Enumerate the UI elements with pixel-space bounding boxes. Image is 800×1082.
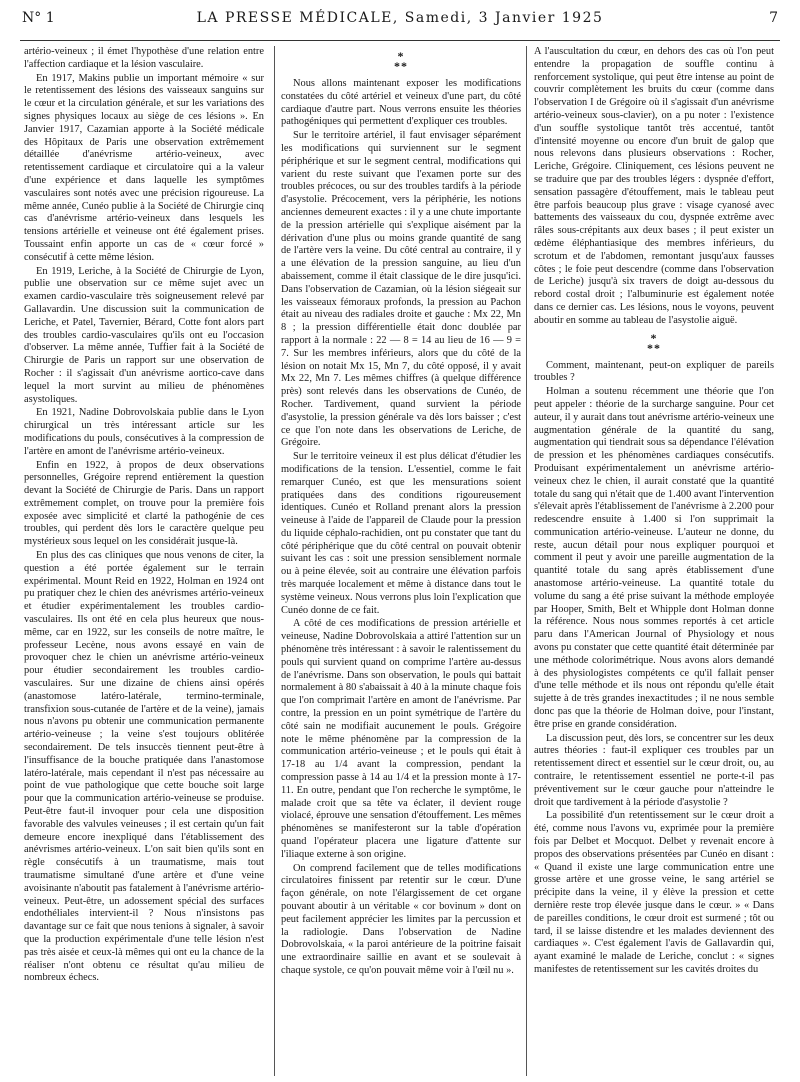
column-2 — [281, 46, 521, 1078]
section-asterism: * ** — [394, 49, 408, 73]
paragraph: La possibilité d'un retentissement sur le cœur droit a été, comme nous l'avons vu, exprimée pour la première fois par Delbet et Mocquot. Delbet y revenait encore à propos des observations présentées par Cunéo en disant : « Quand il existe une large communication entre une grosse artère et une grosse veine, le sang artériel se précipite dans la veine, il y élève la pression et cette dernière reste trop élevée jusque dans le cœur. » « Dans de pareilles conditions, le cœur droit est surmené ; tôt ou tard, il se laisse distendre et les malades deviennent des cardiaques ». C'est également l'avis de Gallavardin qui, ayant examiné le malade de Leriche, conclut : « signes manifestes de retentissement sur les cavités droites du — [534, 810, 774, 975]
running-title: LA PRESSE MÉDICALE, Samedi, 3 Janvier 1925 — [196, 10, 604, 26]
section-asterism: * ** — [647, 330, 661, 355]
paragraph: Sur le territoire veineux il est plus délicat d'étudier les modifications de la tension. L'essentiel, comme le fait remarquer Cunéo, est que les mensurations soient pratiquées dans des conditions rigoureusement identiques. Cunéo et Rolland prenant alors la pression veineuse à l'aide de l'appareil de Claude pour la pression du liquide céphalo-rachidien, ont pu constater que tant du côté périphérique que du côté central on pouvait obtenir suivant les cas : soit une pression sensiblement normale ou à peine élevée, soit au contraire une élévation parfois très marquée localement et même à distance dans tout le système veineux. Nous verrons plus loin l'explication que Cunéo donne de ce fait. — [281, 451, 521, 616]
column-divider — [526, 46, 527, 1076]
page-header — [0, 0, 800, 40]
paragraph: artério-veineux ; il émet l'hypothèse d'une relation entre l'affection cardiaque et la lésion vasculaire. — [24, 46, 264, 70]
paragraph: En 1921, Nadine Dobrovolskaia publie dans le Lyon chirurgical un très intéressant article sur les modifications du pouls, consécutives à la compression de l'artère en amont de l'anévrisme artério-veineux. — [24, 407, 264, 457]
paragraph: Nous allons maintenant exposer les modifications constatées du côté artériel et veineux d'une part, du côté cardiaque d'autre part. Nous verrons ensuite les théories pathogéniques qui permettent d'expliquer ces troubles. — [281, 78, 521, 128]
column-1 — [24, 46, 264, 1078]
paragraph: Comment, maintenant, peut-on expliquer de pareils troubles ? — [534, 359, 774, 384]
paragraph: La discussion peut, dès lors, se concentrer sur les deux autres théories : faut-il expliquer ces troubles par un retentissement direct et essentiel sur le cœur droit, ou, au contraire, le retentissement essentiel ne porte-t-il pas préventivement sur le cœur gauche pour n'atteindre le droit que tardivement à la période d'asystolie ? — [534, 732, 774, 808]
paragraph: On comprend facilement que de telles modifications circulatoires finissent par retentir sur le cœur. D'une façon générale, on note l'élargissement de cet organe pouvant aboutir à un véritable « cor bovinum » dont on peut facilement apprécier les limites par la percussion et la radiologie. Dans l'observation de Nadine Dobrovolskaia, « la paroi antérieure de la poitrine faisait une extraordinaire saillie en avant et se soulevait à chaque systole, ce qu'on pouvait même voir à l'œil nu ». — [281, 862, 521, 976]
paragraph: En 1917, Makins publie un important mémoire « sur le retentissement des lésions des vaisseaux sanguins sur le cœur et la circulation générale, et sur les variations des signes physiques locaux au siège de ces lésions ». En Janvier 1917, Cazamian apporte à la Société médicale des Hôpitaux de Paris une observation extrêmement détaillée d'anévrisme artério-veineux, avec retentissement cardiaque et circulatoire qui a la valeur d'une expérience et dans laquelle les symptômes vasculaires sont notés avec une précision rigoureuse. La même année, Cunéo publie à la Société de Chirurgie cinq cas d'anévrisme artério-veineux dans lesquels les tensions artérielle et veineuse ont été également prises. Toussaint enfin apporte un cas de « cœur forcé » consécutif à cette même lésion. — [24, 72, 264, 263]
paragraph: A côté de ces modifications de pression artérielle et veineuse, Nadine Dobrovolskaia a attiré l'attention sur un phénomène très intéressant : à savoir le ralentissement du pouls qui survient quand on comprime l'artère au-dessus de l'anévrisme. Dans son observation, le pouls qui battait normalement à 80 s'abaissait à 40 à la minute chaque fois que l'on comprimait l'artère en amont de l'anévrisme. Par contre, la pression en un point symétrique de l'artère du côté sain ne modifiait aucunement le pouls. Grégoire note le même phénomène par la compression de la communication artério-veineuse ; et le pouls qui était à 17-18 au 1/4 avant la compression, pendant la compression passe à 14 au 1/4 et la pression monte à 17-11. En outre, pendant que l'on recherche le symptôme, le malade croit que sa tête va éclater, il devient rouge violacé, éprouve une sensation d'étouffement. Les mêmes phénomènes se manifesteront sur la table d'opération quand l'opérateur placera une ligature d'attente sur l'iliaque externe à son origine. — [281, 618, 521, 860]
header-rule — [20, 40, 780, 41]
issue-number: N° 1 — [22, 10, 55, 26]
paragraph: Holman a soutenu récemment une théorie que l'on peut appeler : théorie de la surcharge sanguine. Pour cet auteur, il y aurait dans tout anévrisme artério-veineux une augmentation générale de la quantité du sang, augmentation qui tiendrait sous sa dépendance l'élévation de pression et les phénomènes cardiaques consécutifs. Produisant expérimentalement un anévrisme artério-veineux chez le chien, il aurait constaté que la quantité totale du sang qui n'était que de 1.400 avant l'intervention s'élevait après l'établissement de l'anévrisme à 2.200 pour redescendre ensuite à 1.400 si l'on supprimait la communication artério-veineuse. L'auteur ne donne, du reste, aucun détail pour nous expliquer pourquoi et comment il peut y avoir une pareille augmentation de la quantité totale du sang après établissement d'une anastomose artério-veineuse. La quantité totale du volume du sang a été prise suivant la méthode employée par Hooper, Smith, Belt et Whipple dont Holman donne la référence. Nous nous sommes reportés à cet article paru dans l'American Journal of Physiology et nous avons pu constater que cette quantité était déterminée par une méthode colorimétrique. Nous avons alors demandé à des physiologistes compétents ce qu'il fallait penser d'une telle méthode et ils nous ont répondu qu'elle était sujette à de très grandes inexactitudes ; il ne nous semble donc pas que la théorie de Holman doive, pour l'instant, être prise en grande considération. — [534, 386, 774, 730]
paragraph: A l'auscultation du cœur, en dehors des cas où l'on peut entendre la propagation de souffle continu à renforcement systolique, qui peut être intense au point de couvrir complètement les bruits du cœur (comme dans l'observation I de Grégoire où il s'agissait d'un anévrisme artério-veineux sous-clavier), on a pu noter : l'existence d'un souffle systolique tantôt très accentué, tantôt d'intensité moyenne ou encore d'un bruit de galop que nous relevons dans plusieurs observations : Rocher, Leriche, Grégoire. Cliniquement, ces lésions peuvent ne se traduire que par des troubles légers : dyspnée d'effort, sensation passagère d'étouffement, mais le tableau peut être parfois beaucoup plus grave : visage cyanosé avec battements des vaisseaux du cou, dyspnée extrême avec râles sous-crépitants aux deux bases ; il peut exister un œdème éléphantiasique des membres inférieurs, du scrotum et de l'abdomen, remontant jusqu'aux fausses côtes ; le foie peut descendre (comme dans l'observation de Leriche) jusqu'à six travers de doigt au-dessous du rebord costal droit ; l'albuminurie est également notée dans ce dernier cas. Les lésions, nous le voyons, peuvent aboutir en somme au tableau de l'asystolie aiguë. — [534, 46, 774, 326]
page-number: 7 — [769, 10, 778, 26]
paragraph: En plus des cas cliniques que nous venons de citer, la question a été portée également sur le terrain expérimental. Mount Reid en 1922, Holman en 1924 ont pu pratiquer chez le chien des anévrismes artério-veineux et étudier expérimentalement les troubles cardio-vasculaires. Ils ont été en cela plus heureux que nous-même, car en 1922, sur les conseils de notre maître, le professeur Lecène, nous avons essayé en vain de provoquer chez le chien un anévrisme artério-veineux pour étudier secondairement les troubles cardio-vasculaires. Sur une dizaine de chiens ainsi opérés (anastomose latéro-latérale, termino-terminale, transfixion sous-cutanée de l'artère et de la veine), jamais nous n'avons pu obtenir une communication permanente artério-veineuse ; la veine s'est toujours oblitérée secondairement. De tels insuccès tiennent peut-être à l'insuffisance de la bouche pratiquée dans l'anastomose latéro-latérale, mais cependant il n'est pas nécessaire au point de vue pathologique que cette bouche soit large pour que la communication artério-veineuse se produise. Peut-être faut-il invoquer pour cela une disposition favorable des valvules veineuses ; il est certain qu'un fait demeure encore inexpliqué dans l'établissement des anévrismes artério-veineux. L'on sait bien qu'ils sont en règle consécutifs à un traumatisme, mais tout traumatisme simultané d'une artère et d'une veine avoisinante n'aboutit pas fatalement à l'anévrisme artério-veineux. Peut-être, un adossement spécial des surfaces endothéliales intervient-il ? Nous n'insistons pas davantage sur ce fait que nous tenions à signaler, à savoir que la production expérimentale d'une telle lésion n'est pas très aisée et ceux-là mêmes qui ont eu la chance de la réaliser n'ont obtenu ce résultat qu'au milieu de nombreux échecs. — [24, 550, 264, 984]
paragraph: Enfin en 1922, à propos de deux observations personnelles, Grégoire reprend entièrement la question devant la Société de Chirurgie de Paris. Dans un rapport extrêmement complet, on trouve pour la première fois exposée avec simplicité et clarté la pathogénie de ces troubles, qui perdent dès lors le caractère quelque peu mystérieux sous lequel on les considérait jusque-là. — [24, 459, 264, 548]
paragraph: En 1919, Leriche, à la Société de Chirurgie de Lyon, publie une observation sur ce même sujet avec un examen cardio-vasculaire très soigneusement relevé par Gallavardin. Une discussion suit la communication de Leriche, et Patel, Tavernier, Bérard, Cotte font alors part des troubles cardio-vasculaires qu'ils ont eu l'occasion d'observer. La même année, Tuffier fait à la Société de Chirurgie de Paris un rapport sur une observation de Rocher : il s'agissait d'un anévrisme aortico-cave dans lequel la mort survint au milieu de phénomènes asystoliques. — [24, 265, 264, 405]
paragraph: Sur le territoire artériel, il faut envisager séparément les modifications qui surviennent sur le segment périphérique et sur le segment central, modifications qui varient du reste suivant que l'examen porte sur des troubles précoces, ou sur des troubles tardifs à la période d'asystolie. Précocement, vers la périphérie, les notions anciennes demeurent exactes : il y a une chute importante de la pression artérielle qui s'explique aisément par la dérivation d'une plus ou moins grande quantité de sang de l'artère vers la veine. Du côté central au contraire, il y a une élévation de la pression sanguine, au lieu d'un abaissement, comme il était classique de le dire jusqu'ici. Dans l'observation de Cazamian, où la lésion siégeait sur les vaisseaux fémoraux profonds, la pression au Pachon était au niveau des radiales droite et gauche : Mx 22, Mn 8 ; la pression différentielle était donc doublée par rapport à la normale : 22 — 8 = 14 au lieu de 16 — 9 = 7. Sur les membres inférieurs, alors que du côté de la lésion on notait Mx 15, Mn 7, du côté opposé, il y avait Mx 22, Mn 7. Les mêmes chiffres (à quelque différence près) sont relevés dans les observations de Cunéo, de Rocher. Tardivement, quand survient la période d'asystolie, la pression générale va dès lors baisser ; c'est ce que l'on note dans les observations de Leriche, de Grégoire. — [281, 130, 521, 449]
column-divider — [274, 46, 275, 1076]
column-3 — [534, 46, 774, 1078]
